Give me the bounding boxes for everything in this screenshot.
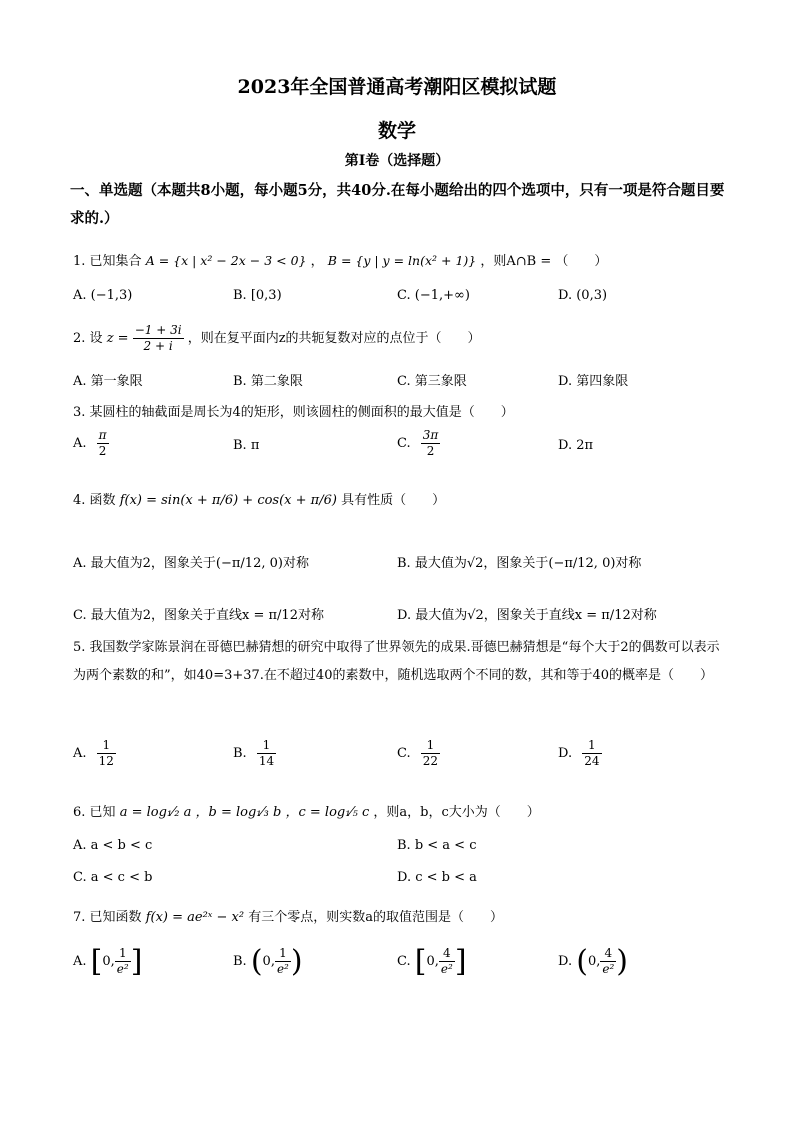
q6-suffix: ，则a，b，c大小为（ ） — [373, 805, 540, 820]
question-5: 5. 我国数学家陈景润在哥德巴赫猜想的研究中取得了世界领先的成果.哥德巴赫猜想是“每个大于2的偶数可以表示为两个素数的和”，如40=3+37.在不超过40的素数中，随机选取两个不同的数，其和等于40的概率是（ ） — [73, 640, 720, 683]
question-6 — [73, 801, 540, 820]
q2-option-c: C. 第三象限 — [397, 374, 467, 389]
q1-set-a: A = {x | x² − 2x − 3 < 0} — [145, 253, 307, 268]
q1-prefix: 1. 已知集合 — [73, 254, 142, 269]
q1-option-b: B. [0,3) — [233, 288, 282, 303]
subject-title: 数学 — [377, 120, 416, 142]
q2-denominator: 2 + i — [143, 339, 173, 353]
q7-function: f(x) = ae²ˣ − x² — [145, 910, 245, 925]
question-3: 3. 某圆柱的轴截面是周长为4的矩形，则该圆柱的侧面积的最大值是（ ） — [73, 405, 514, 420]
q1-set-b: B = {y | y = ln(x² + 1)} — [327, 253, 477, 268]
q1-option-d: D. (0,3) — [558, 288, 608, 303]
q1-option-c: C. (−1,+∞) — [397, 288, 470, 303]
q7-option-b: B. (0, $\frac{1}{\text{e²}}$ ) — [233, 944, 303, 979]
q5-option-a: A. $\frac{1}{12}$ — [73, 738, 114, 768]
q5-option-c: C. $\frac{1}{22}$ — [397, 738, 439, 768]
question-4 — [73, 489, 445, 508]
q4-suffix: 具有性质（ ） — [341, 493, 446, 508]
q5-option-b: B. $\frac{1}{14}$ — [233, 738, 275, 768]
q7-prefix: 7. 已知函数 — [73, 910, 142, 925]
q2-option-a: A. 第一象限 — [73, 374, 143, 389]
q6-option-c: C. a < c < b — [73, 870, 153, 885]
q1-option-a: A. (−1,3) — [73, 288, 133, 303]
question-2 — [73, 323, 481, 354]
q4-prefix: 4. 函数 — [73, 493, 116, 508]
q4-function: f(x) = sin(x + π/6) + cos(x + π/6) — [119, 493, 337, 508]
q2-prefix: 2. 设 — [73, 331, 103, 346]
volume-title: 第Ⅰ卷（选择题） — [344, 153, 450, 169]
question-7 — [73, 906, 503, 925]
q7-option-c: C. [0, $\frac{4}{\text{e²}}$ ] — [397, 944, 467, 979]
q3-option-c-fraction: $\frac{3\pi}{2}$ — [422, 428, 439, 458]
q6-option-a: A. a < b < c — [73, 838, 153, 853]
q3-option-a-fraction: $\frac{\pi}{2}$ — [98, 428, 107, 458]
question-1: 1. 已知集合 A = {x | x² − 2x − 3 < 0} ， B = {y | y = ln(x² + 1)} ，则A∩B = （ ） — [73, 253, 608, 269]
section-heading: 一、单选题（本题共8小题，每小题5分，共40分.在每小题给出的四个选项中，只有一项是符合题目要求的.） — [70, 182, 725, 227]
q7-option-d: D. (0, $\frac{4}{\text{e²}}$ ) — [558, 944, 628, 979]
q6-prefix: 6. 已知 — [73, 805, 116, 820]
q7-option-a: A. [0, $\frac{1}{\text{e²}}$ ] — [73, 944, 143, 979]
q7-suffix: 有三个零点，则实数a的取值范围是（ ） — [248, 910, 504, 925]
q2-option-b: B. 第二象限 — [233, 374, 303, 389]
q6-option-b: B. b < a < c — [397, 838, 477, 853]
q6-expression: a = log₁⁄₂ a ，b = log₁⁄₃ b ，c = log₁⁄₅ c — [119, 805, 370, 820]
q3-option-d: D. 2π — [558, 438, 594, 453]
q4-option-c: C. 最大值为2，图象关于直线x = π/12对称 — [73, 608, 324, 623]
q4-option-a: A. 最大值为2，图象关于(−π/12, 0)对称 — [73, 556, 309, 571]
q6-option-d: D. c < b < a — [397, 870, 477, 885]
exam-title: 2023年全国普通高考潮阳区模拟试题 — [237, 76, 557, 98]
q1-suffix: ，则A∩B = （ ） — [480, 254, 608, 269]
q2-suffix: ，则在复平面内z的共轭复数对应的点位于（ ） — [187, 331, 481, 346]
q5-option-d: D. $\frac{1}{24}$ — [558, 738, 600, 768]
q4-option-d: D. 最大值为√2，图象关于直线x = π/12对称 — [397, 608, 657, 623]
q3-option-b: B. π — [233, 438, 260, 453]
q2-z: z = — [106, 331, 129, 346]
q2-option-d: D. 第四象限 — [558, 374, 629, 389]
q3-option-c: C. $\frac{3\pi}{2}$ — [397, 428, 439, 458]
q2-fraction — [133, 323, 184, 354]
q3-option-a: A. $\frac{\pi}{2}$ — [73, 428, 107, 458]
q4-option-b: B. 最大值为√2，图象关于(−π/12, 0)对称 — [397, 556, 642, 571]
q2-numerator: −1 + 3i — [134, 323, 182, 337]
